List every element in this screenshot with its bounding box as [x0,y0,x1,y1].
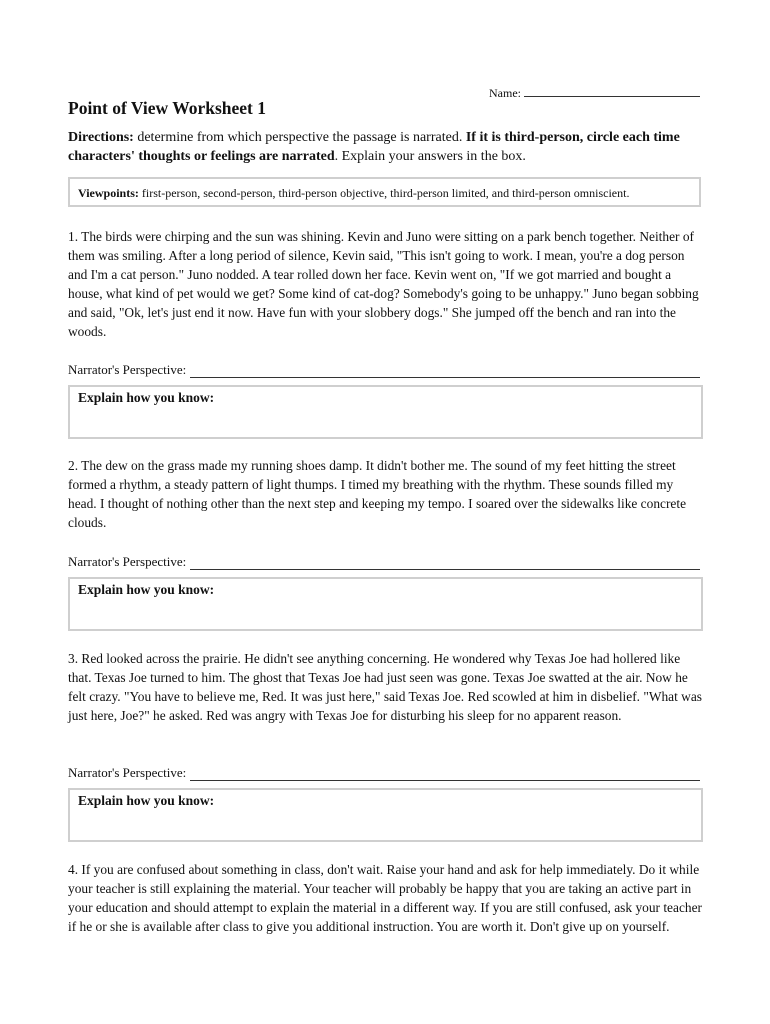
directions-text: determine from which perspective the passage is narrated. [133,130,466,145]
viewpoints-text: first-person, second-person, third-person objective, third-person limited, and third-person omniscient. [138,186,630,200]
explain-box-2[interactable] [68,577,703,631]
perspective-blank[interactable] [190,557,700,570]
viewpoints-box [68,177,701,207]
name-blank-line[interactable] [524,85,700,97]
viewpoints-label: Viewpoints: [78,186,139,200]
worksheet-title: Point of View Worksheet 1 [68,98,267,118]
passage-2: 2. The dew on the grass made my running shoes damp. It didn't bother me. The sound of my feet hitting the street formed a rhythm, a steady pattern of light thumps. I timed my breathing with the rhythm. These sounds filled my head. I thought of nothing other than the next step and keeping my tempo. I soared over the sidewalks like concrete clouds. [68,458,687,530]
explain-box-3[interactable] [68,788,703,842]
directions-emphasis: If it is third-person, circle each time characters' thoughts or feelings are narrated [68,130,680,164]
perspective-label: Narrator's Perspective: [68,362,187,377]
perspective-line-2 [68,554,700,570]
directions-label: Directions: [68,130,134,145]
directions [68,128,708,166]
explain-label: Explain how you know: [78,793,215,808]
perspective-blank[interactable] [190,768,700,781]
explain-box-1[interactable] [68,385,703,439]
perspective-blank[interactable] [190,365,700,378]
name-label: Name: [489,86,521,100]
passage-4: 4. If you are confused about something in class, don't wait. Raise your hand and ask for help immediately. Do it while your teacher is still explaining the material. Your teacher will probably be happy that you are taking an active part in your education and should attempt to explain the material in a different way. If you are still confused, ask your teacher if he or she is available after class to give you additional instruction. You are worth it. Don't give up on yourself. [68,862,702,934]
perspective-label: Narrator's Perspective: [68,765,187,780]
passage-1: 1. The birds were chirping and the sun was shining. Kevin and Juno were sitting on a park bench together. Neither of them was smiling. After a long period of silence, Kevin said, "This isn't going to work. I mean, you're a dog person and I'm a cat person." Juno nodded. A tear rolled down her face. Kevin went on, "If we got married and bought a house, what kind of pet would we get? Some kind of cat-dog? Somebody's going to be unhappy." Juno began sobbing and said, "Ok, let's just end it now. Have fun with your slobbery dogs." She jumped off the bench and ran into the woods. [68,229,699,339]
passage-3: 3. Red looked across the prairie. He didn't see anything concerning. He wondered why Texas Joe had hollered like that. Texas Joe turned to him. The ghost that Texas Joe had just seen was gone. Texas Joe swatted at the air. Now he felt crazy. "You have to believe me, Red. It was just here," said Texas Joe. Red scowled at him in disbelief. "What was just here, Joe?" he asked. Red was angry with Texas Joe for disturbing his sleep for no apparent reason. [68,651,702,723]
perspective-line-3 [68,765,700,781]
explain-label: Explain how you know: [78,390,215,405]
perspective-line-1 [68,362,700,378]
perspective-label: Narrator's Perspective: [68,554,187,569]
explain-label: Explain how you know: [78,582,215,597]
name-field [489,85,700,101]
directions-end: . Explain your answers in the box. [334,149,526,164]
